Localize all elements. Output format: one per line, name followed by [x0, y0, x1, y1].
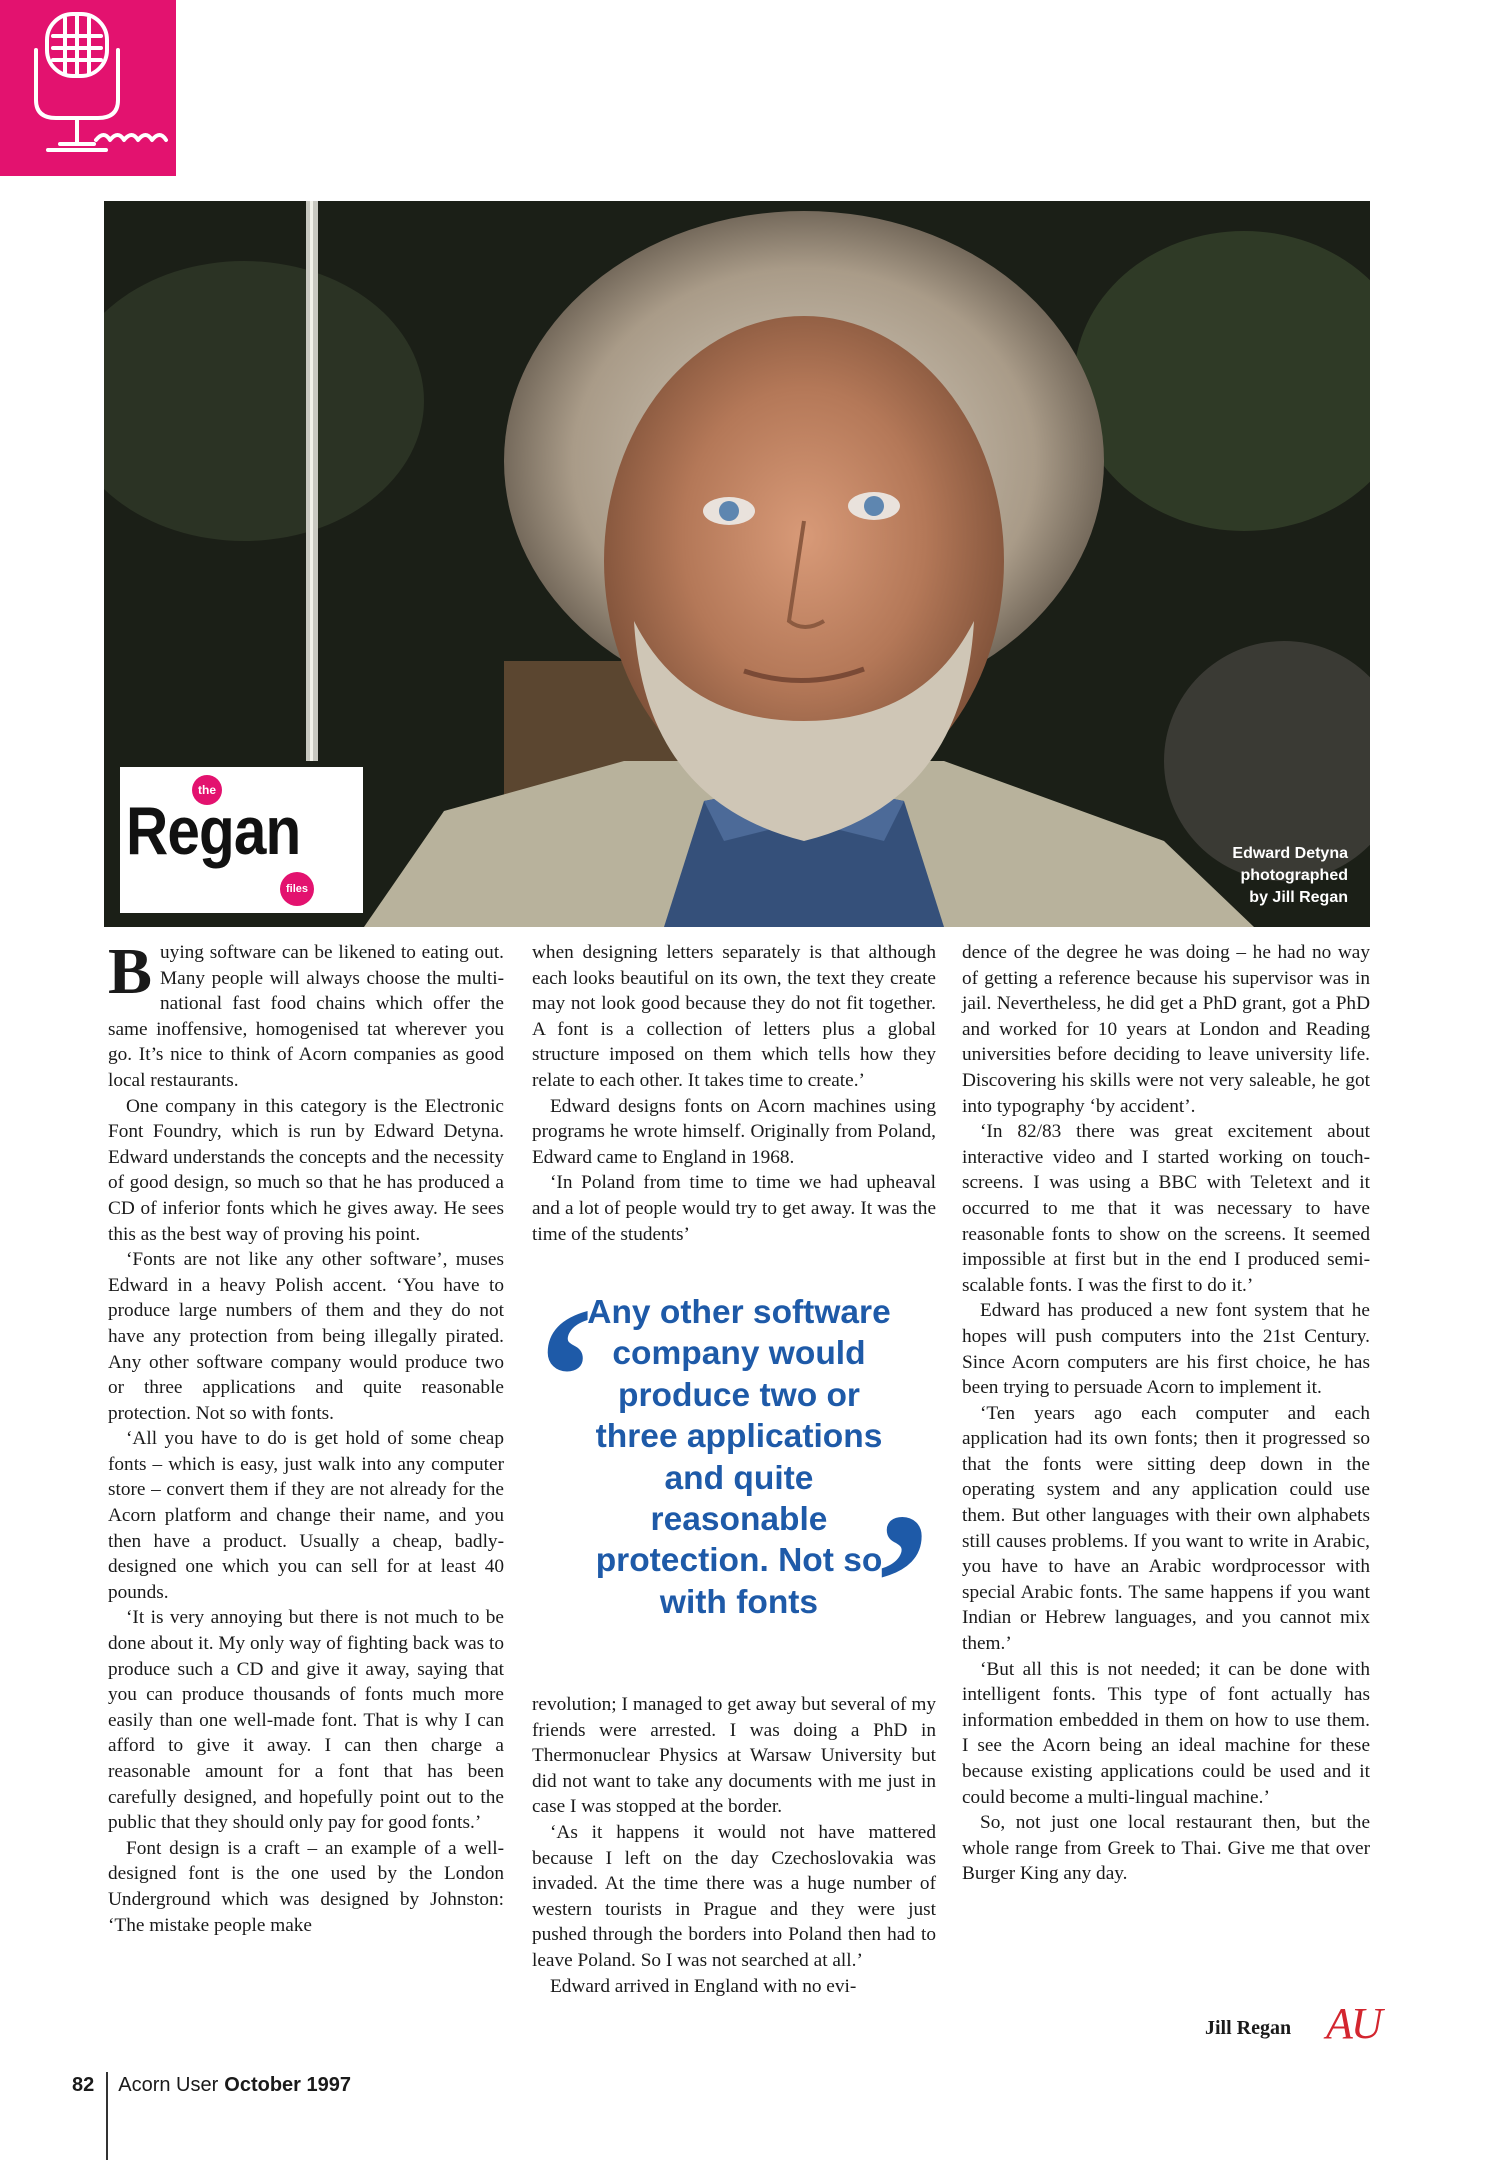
section-tab [0, 0, 176, 176]
paragraph: Font design is a craft – an example of a well-designed font is the one used by the London Underground which was designed by Johnston: ‘The mistake people make [108, 1837, 504, 1936]
caption-line: by Jill Regan [1249, 889, 1348, 906]
page-number: 82 [72, 2074, 95, 2096]
caption-line: Edward Detyna [1232, 845, 1348, 862]
drop-cap: B [108, 935, 153, 1008]
paragraph: So, not just one local restaurant then, but the whole range from Greek to Thai. Give me that over Burger King any day. [962, 1812, 1370, 1885]
pull-quote [532, 1267, 936, 1694]
microphone-icon [0, 0, 176, 176]
caption-line: photographed [1240, 867, 1348, 884]
article-column-3 [962, 940, 1370, 1887]
footer-divider [106, 2072, 108, 2160]
logo-title: Regan [126, 793, 301, 869]
pull-quote-text: Any other software company would produce two or three applications and quite reasonable protection. Not so with fonts [587, 1294, 891, 1621]
article-column-2-bottom [532, 1692, 936, 1999]
paragraph: ‘It is very annoying but there is not much to be done about it. My only way of fighting back was to produce such a CD and give it away, saying that you can produce thousands of fonts much more easily than one well-made font. That is why I can afford to give it away. I can then charge a reasonable amount for a font that has been carefully designed, and hopefully point out to the public that they should only pay for good fonts.’ [108, 1607, 504, 1834]
logo-the-badge: the [192, 775, 222, 805]
paragraph: ‘Fonts are not like any other software’, muses Edward in a heavy Polish accent. ‘You have to produce large numbers of them and they do not have any protection from being illegally pirated. Any other software company would produce two or three applications and quite reasonable protection. Not so with fonts. [108, 1249, 504, 1424]
issue-date: October 1997 [224, 2074, 352, 2096]
logo-files-badge: files [280, 872, 314, 906]
paragraph: dence of the degree he was doing – he had no way of getting a reference because his supervisor was in jail. Nevertheless, he did get a PhD grant, got a PhD and worked for 10 years at London and Reading universities before deciding to leave university life. Discovering his skills were not very saleable, he got into typography ‘by accident’. [962, 942, 1370, 1117]
paragraph: ‘In 82/83 there was great excitement about interactive video and I started working on touch-screens. I was using a BBC with Teletext and it occurred to me that it was necessary to have reasonable fonts to show on the screens. It seemed impossible at first but in the end I produced semi-scalable fonts. I was the first to do it.’ [962, 1121, 1370, 1296]
paragraph: ‘All you have to do is get hold of some cheap fonts – which is easy, just walk into any computer store – convert them if they are not already for the Acorn platform and change their name, and you then have a product. Usually a cheap, badly-designed one which you can sell for at least 40 pounds. [108, 1428, 504, 1603]
paragraph: One company in this category is the Electronic Font Foundry, which is run by Edward Detyna. Edward understands the concepts and the necessity of good design, so much so that he has produced a CD of inferior fonts which he gives away. He sees this as the best way of proving his point. [108, 1095, 504, 1245]
photo-caption [1208, 843, 1348, 909]
article-column-2-top [532, 940, 936, 1247]
paragraph: Buying software can be likened to eating out. Many people will always choose the multi-national fast food chains which offer the same inoffensive, homogenised tat wherever you go. It’s nice to think of Acorn companies as good local restaurants. [108, 935, 504, 1091]
paragraph: ‘Ten years ago each computer and each application had its own fonts; then it progressed so that the fonts were sitting deep down in the operating system and any application could use them. But other languages with their own alphabets still causes problems. If you want to write in Arabic, you have to have an Arabic wordprocessor with special Arabic fonts. The same happens if you want Indian or Hebrew languages, and you cannot mix them.’ [962, 1402, 1370, 1655]
open-quote-icon: ‘ [532, 1267, 599, 1488]
end-mark-logo: AU [1326, 1999, 1381, 2048]
paragraph: ‘But all this is not needed; it can be done with intelligent fonts. This type of font actually has information embedded in them on how to use them. I see the Acorn being an ideal machine for these because existing applications could be used and it could become a multi-lingual machine.’ [962, 1658, 1370, 1808]
paragraph: when designing letters separately is that although each looks beautiful on its own, the text they create may not look good because they do not fit together. A font is a collection of letters plus a global structure imposed on them which tells how they relate to each other. It takes time to create.’ [532, 942, 936, 1091]
article-column-1 [108, 935, 504, 1938]
paragraph: Edward has produced a new font system that he hopes will push computers into the 21st Century. Since Acorn computers are his first choice, he has been trying to persuade Acorn to implement it. [962, 1300, 1370, 1399]
page-footer [72, 2068, 351, 2102]
column-logo [120, 767, 363, 913]
magazine-name: Acorn User [118, 2074, 219, 2096]
paragraph: ‘As it happens it would not have mattered because I left on the day Czechoslovakia was invaded. At the time there was a huge number of western tourists in Prague and they were just pushed through the borders into Poland then had to leave Poland. So I was not searched at all.’ [532, 1821, 936, 1971]
paragraph: Edward arrived in England with no evi- [550, 1975, 857, 1997]
paragraph: ‘In Poland from time to time we had upheaval and a lot of people would try to get away. It was the time of the students’ [532, 1172, 936, 1245]
close-quote-icon: ’ [869, 1473, 936, 1694]
byline: Jill Regan [1205, 2017, 1292, 2039]
paragraph: revolution; I managed to get away but several of my friends were arrested. I was doing a PhD in Thermonuclear Physics at Warsaw University but did not want to take any documents with me just in case I was stopped at the border. [532, 1694, 936, 1818]
paragraph: Edward designs fonts on Acorn machines using programs he wrote himself. Originally from Poland, Edward came to England in 1968. [532, 1095, 936, 1168]
